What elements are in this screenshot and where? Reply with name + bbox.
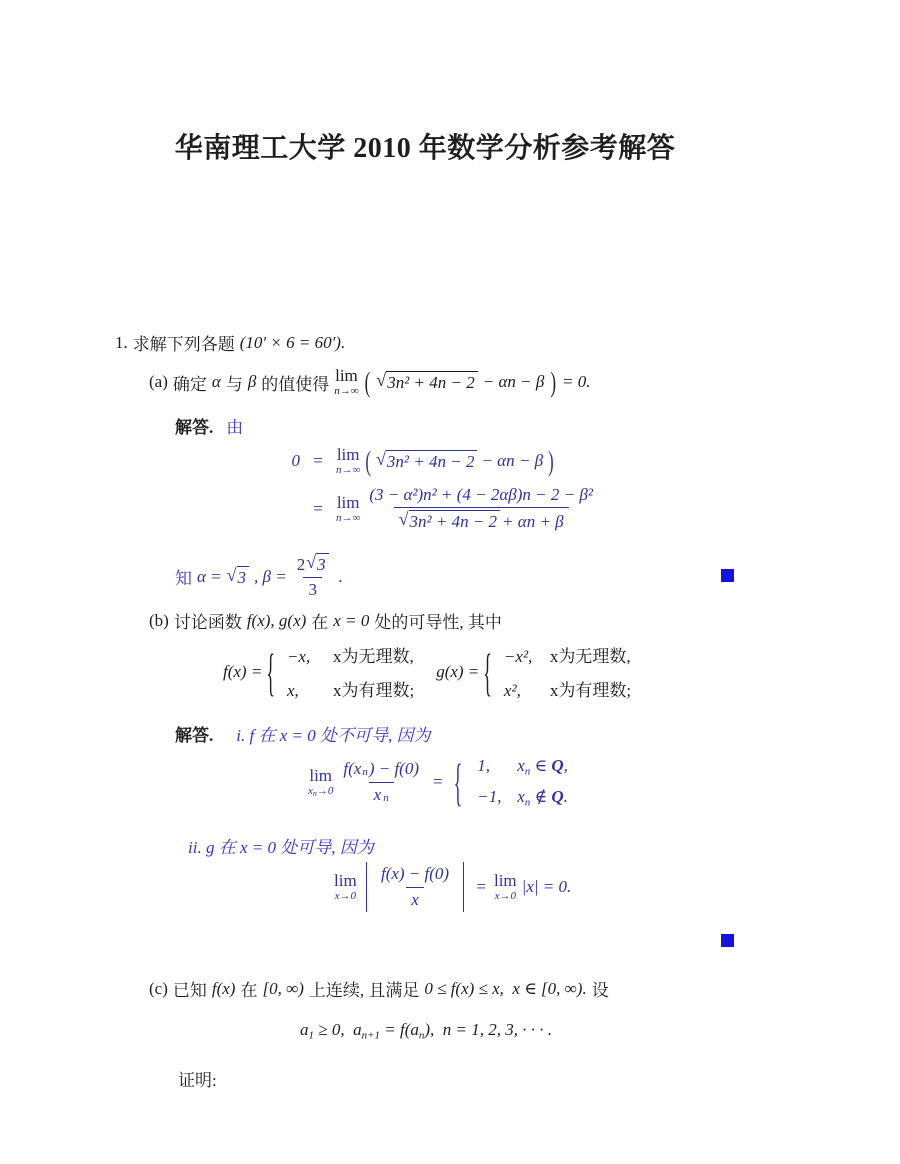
- solution-a-label: 解答.: [175, 418, 214, 437]
- radical-expression: [399, 510, 500, 532]
- case-value: −1,: [477, 786, 502, 806]
- lim-subscript: x→0: [334, 890, 357, 902]
- case-value: −x²,: [503, 647, 533, 666]
- abs-bar: [366, 862, 367, 912]
- item-a-text-1: 确定: [172, 374, 207, 394]
- rec-text: = f(a: [380, 1020, 419, 1039]
- item-c-math-3: 0 ≤ f(x) ≤ x, x ∈ [0, ∞).: [424, 978, 587, 998]
- case-value: −x,: [286, 647, 311, 666]
- item-b-text-1: 讨论函数: [173, 613, 242, 632]
- subscript: 1: [308, 1029, 314, 1042]
- case-row: [504, 642, 631, 667]
- case-condition: x为有理数;: [332, 681, 415, 700]
- item-c-text-3: 上连续, 且满足: [308, 981, 420, 1000]
- item-a-text-2: 与: [225, 374, 243, 394]
- equation-g-limit: [334, 862, 571, 912]
- limit-operator: [336, 494, 360, 524]
- item-b-text-3: 处的可导性, 其中: [374, 613, 502, 632]
- limit-operator: [334, 872, 357, 902]
- coefficient: 2: [296, 555, 306, 574]
- qed-marker-2: [721, 934, 734, 947]
- item-a-line: [149, 367, 590, 397]
- radical-expression: [306, 553, 328, 575]
- radical-sign: √: [398, 509, 409, 530]
- right-paren: ): [548, 445, 554, 477]
- subscript: n: [383, 791, 389, 804]
- page-title: 华南理工大学 2010 年数学分析参考解答: [174, 133, 676, 164]
- case-condition: x为无理数,: [332, 647, 414, 666]
- cases-brace: {: [453, 753, 463, 811]
- item-b-line: [149, 608, 502, 633]
- equation-row-1: [286, 446, 598, 476]
- item-c-text-4: 设: [591, 981, 609, 1000]
- equation-row-2: [286, 485, 598, 533]
- item-c-line: [149, 976, 609, 1001]
- equals-sign: =: [476, 877, 486, 896]
- limit-operator: [494, 872, 517, 902]
- part-ii-text: ii. g 在 x = 0 处可导, 因为: [188, 838, 374, 857]
- problem-number: 1.: [115, 332, 128, 352]
- alpha-symbol: α: [211, 372, 221, 391]
- radical-expression: [376, 371, 477, 393]
- cases-brace: {: [483, 642, 492, 701]
- problem-heading-text: 求解下列各题: [132, 335, 235, 354]
- solution-b-label: 解答.: [175, 726, 214, 745]
- subscript: n: [524, 796, 531, 808]
- rationals-symbol: Q: [551, 786, 564, 806]
- equation-f-limit: [308, 753, 568, 811]
- lim-word: lim: [334, 871, 357, 890]
- case-condition: x为有理数;: [549, 681, 632, 700]
- item-a-rhs: = 0.: [562, 372, 591, 391]
- lim-subscript: [308, 786, 333, 798]
- lim-word: lim: [309, 765, 333, 785]
- fraction-numerator: f(x) − f(0): [380, 864, 450, 884]
- fraction-numerator: [292, 553, 334, 577]
- limit-operator: [308, 767, 333, 798]
- fraction-denominator: [394, 507, 569, 532]
- radicand: 3n² + 4n − 2: [386, 450, 478, 472]
- lim-word: lim: [493, 871, 517, 890]
- g-name: g(x) =: [436, 661, 480, 681]
- item-c-label: (c): [149, 978, 168, 998]
- cond-base: x: [517, 756, 525, 775]
- item-c-math-1: f(x): [211, 978, 236, 998]
- limit-operator: [334, 367, 358, 397]
- eq-rel-1: =: [313, 451, 323, 470]
- item-b-text-2: 在: [311, 613, 329, 632]
- radicand: 3n² + 4n − 2: [409, 510, 501, 532]
- subscript: n: [312, 788, 317, 798]
- f-cases: [287, 642, 414, 701]
- radicand: 3: [316, 553, 329, 575]
- case-row: [477, 756, 568, 778]
- problem-points: (10′ × 6 = 60′).: [239, 332, 346, 352]
- conclusion-beta: , β =: [254, 566, 287, 586]
- part-ii-line: [188, 833, 374, 858]
- lim-subscript: n→∞: [334, 385, 359, 397]
- cond-end: .: [563, 786, 568, 806]
- problem-1-heading: [115, 330, 345, 355]
- denominator-tail: + αn + β: [502, 512, 564, 532]
- case-row: [287, 676, 414, 701]
- f-definition: [223, 642, 414, 701]
- proof-label: 证明:: [178, 1071, 217, 1090]
- equation-derivation: [286, 446, 598, 533]
- subscript: n: [362, 766, 368, 779]
- not-element-of: ∉: [530, 786, 552, 806]
- radical-sign: √: [306, 552, 317, 572]
- rec-text: ≥ 0, a: [314, 1020, 362, 1039]
- case-row: [504, 676, 631, 701]
- eq-lhs: 0: [291, 451, 300, 470]
- cases-brace: {: [266, 642, 275, 701]
- radical-expression: [227, 566, 249, 588]
- case-row: [477, 787, 568, 809]
- solution-a-heading: [175, 413, 243, 438]
- case-value: x²,: [503, 681, 521, 700]
- eq-rel-2: =: [313, 498, 323, 518]
- case-value: 1,: [477, 756, 490, 775]
- lim-subscript: x→0: [494, 890, 516, 902]
- cond-base: x: [517, 786, 525, 806]
- conclusion-period: .: [338, 566, 343, 586]
- fraction-denominator: 3: [303, 577, 322, 600]
- case-row: [287, 642, 414, 667]
- sub-base: x: [308, 784, 313, 797]
- fraction-denominator: x: [406, 887, 424, 910]
- beta-symbol: β: [247, 372, 257, 391]
- f-name: f(x) =: [223, 661, 263, 681]
- radical-sign: √: [376, 449, 386, 469]
- g-definition: [436, 642, 631, 701]
- rationals-symbol: Q: [551, 756, 564, 775]
- limit-operator: [336, 446, 360, 476]
- left-paren: (: [364, 366, 371, 398]
- subscript: n+1: [361, 1029, 381, 1042]
- part-i-text: i. f 在 x = 0 处不可导, 因为: [236, 726, 431, 745]
- sub-tail: →0: [316, 784, 334, 797]
- item-c-text-2: 在: [240, 981, 258, 1000]
- case-value: x,: [286, 681, 299, 700]
- case-condition: [517, 756, 568, 778]
- cond-end: ,: [563, 756, 568, 775]
- solution-a-lead: 由: [226, 418, 244, 437]
- lim-word: lim: [336, 492, 360, 512]
- item-b-math-1: f(x), g(x): [246, 610, 307, 630]
- rec-text: ), n = 1, 2, 3, · · · .: [424, 1020, 553, 1039]
- num-text: ) − f(0): [368, 759, 420, 779]
- lim-subscript: n→∞: [336, 464, 361, 476]
- case-condition: x为无理数,: [549, 647, 631, 666]
- subscript: n: [524, 765, 531, 778]
- fraction-numerator: [338, 759, 424, 781]
- rec-text: a: [300, 1020, 309, 1039]
- case-condition: [517, 787, 568, 809]
- g-cases: [504, 642, 631, 701]
- item-b-math-2: x = 0: [333, 610, 370, 630]
- solution-b-line: [175, 721, 430, 746]
- fraction-denominator: [369, 782, 394, 805]
- item-c-math-2: [0, ∞): [262, 978, 304, 998]
- definitions-line: [223, 642, 631, 701]
- qed-marker-1: [721, 569, 734, 582]
- fraction: [338, 759, 424, 805]
- lim-word: lim: [336, 445, 360, 464]
- num-text: f(x: [343, 759, 362, 779]
- equals-sign: =: [433, 772, 443, 791]
- item-c-text-1: 已知: [172, 981, 207, 1000]
- radicand: 3: [237, 566, 250, 588]
- element-of: ∈: [530, 756, 552, 775]
- right-paren: ): [550, 366, 556, 398]
- conclusion-alpha: α =: [197, 566, 222, 586]
- radical-expression: [376, 450, 477, 472]
- item-a-label: (a): [149, 372, 168, 391]
- conclusion-line: [175, 553, 343, 601]
- lim-word: lim: [335, 366, 358, 385]
- fraction: [376, 864, 454, 910]
- equation-tail: |x| = 0.: [521, 877, 572, 896]
- subscript: n: [418, 1029, 425, 1042]
- fraction-numerator: (3 − α²)n² + (4 − 2αβ)n − 2 − β²: [369, 485, 593, 504]
- recurrence-line: [300, 1020, 552, 1042]
- left-paren: (: [365, 445, 372, 477]
- den-text: x: [373, 784, 382, 804]
- radical-sign: √: [376, 370, 387, 390]
- radicand: 3n² + 4n − 2: [386, 371, 478, 393]
- abs-bar: [463, 862, 464, 912]
- eq-row1-tail: − αn − β: [481, 451, 544, 470]
- radical-sign: √: [226, 564, 237, 585]
- item-a-math-tail: − αn − β: [482, 372, 545, 391]
- fraction: [364, 485, 598, 533]
- item-b-label: (b): [149, 610, 169, 630]
- lim-subscript: n→∞: [336, 511, 361, 524]
- conclusion-know: 知: [175, 569, 192, 589]
- limit-cases: [477, 756, 568, 808]
- item-a-text-3: 的值使得: [261, 374, 330, 394]
- fraction: [292, 553, 334, 601]
